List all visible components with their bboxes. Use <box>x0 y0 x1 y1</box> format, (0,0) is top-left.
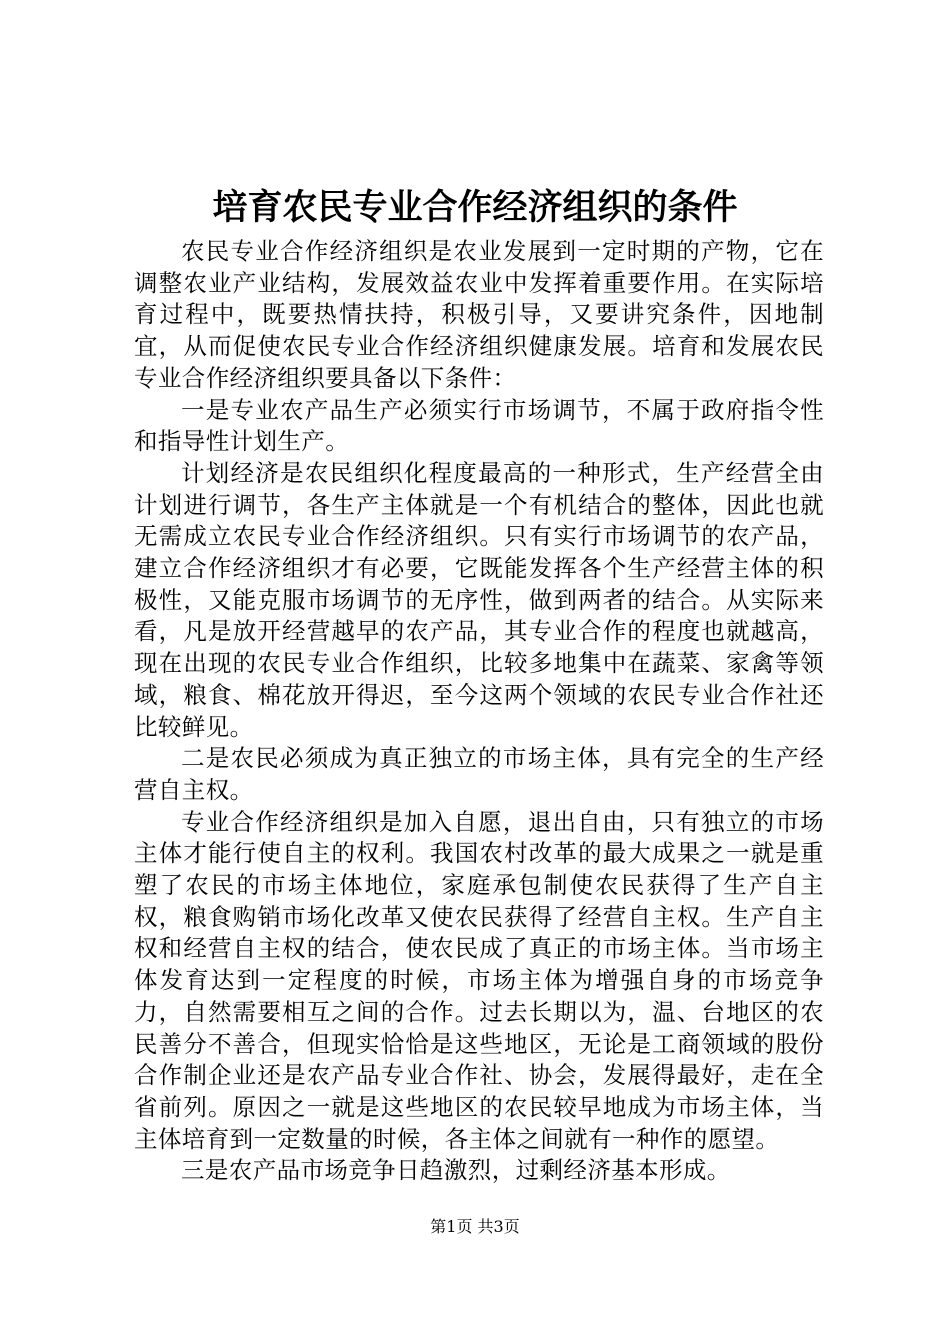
page-number-footer: 第1页 共3页 <box>430 1217 520 1236</box>
paragraph-condition-two: 二是农民必须成为真正独立的市场主体，具有完全的生产经营自主权。 <box>134 744 824 804</box>
paragraph-condition-two-detail: 专业合作经济组织是加入自愿，退出自由，只有独立的市场主体才能行使自主的权利。我国农村改革的最大成果之一就是重塑了农民的市场主体地位，家庭承包制使农民获得了生产自主权，粮食购销市场化改革又使农民获得了经营自主权。生产自主权和经营自主权的结合，使农民成了真正的市场主体。当市场主体发育达到一定程度的时候，市场主体为增强自身的市场竞争力，自然需要相互之间的合作。过去长期以为，温、台地区的农民善分不善合，但现实恰恰是这些地区，无论是工商领域的股份合作制企业还是农产品专业合作社、协会，发展得最好，走在全省前列。原因之一就是这些地区的农民较早地成为市场主体，当主体培育到一定数量的时候，各主体之间就有一种作的愿望。 <box>134 807 824 1153</box>
document-body <box>134 236 824 1187</box>
paragraph-intro: 农民专业合作经济组织是农业发展到一定时期的产物，它在调整农业产业结构，发展效益农业中发挥着重要作用。在实际培育过程中，既要热情扶持，积极引导，又要讲究条件，因地制宜，从而促使农民专业合作经济组织健康发展。培育和发展农民专业合作经济组织要具备以下条件： <box>134 237 824 392</box>
paragraph-condition-one: 一是专业农产品生产必须实行市场调节，不属于政府指令性和指导性计划生产。 <box>134 395 824 456</box>
paragraph-condition-one-detail: 计划经济是农民组织化程度最高的一种形式，生产经营全由计划进行调节，各生产主体就是一个有机结合的整体，因此也就无需成立农民专业合作经济组织。只有实行市场调节的农产品，建立合作经济组织才有必要，它既能发挥各个生产经营主体的积极性，又能克服市场调节的无序性，做到两者的结合。从实际来看，凡是放开经营越早的农产品，其专业合作的程度也就越高，现在出现的农民专业合作组织，比较多地集中在蔬菜、家禽等领域，粮食、棉花放开得迟，至今这两个领域的农民专业合作社还比较鲜见。 <box>134 458 824 741</box>
paragraph-condition-three: 三是农产品市场竞争日趋激烈，过剩经济基本形成。 <box>181 1156 731 1185</box>
document-title: 培育农民专业合作经济组织的条件 <box>212 188 738 228</box>
